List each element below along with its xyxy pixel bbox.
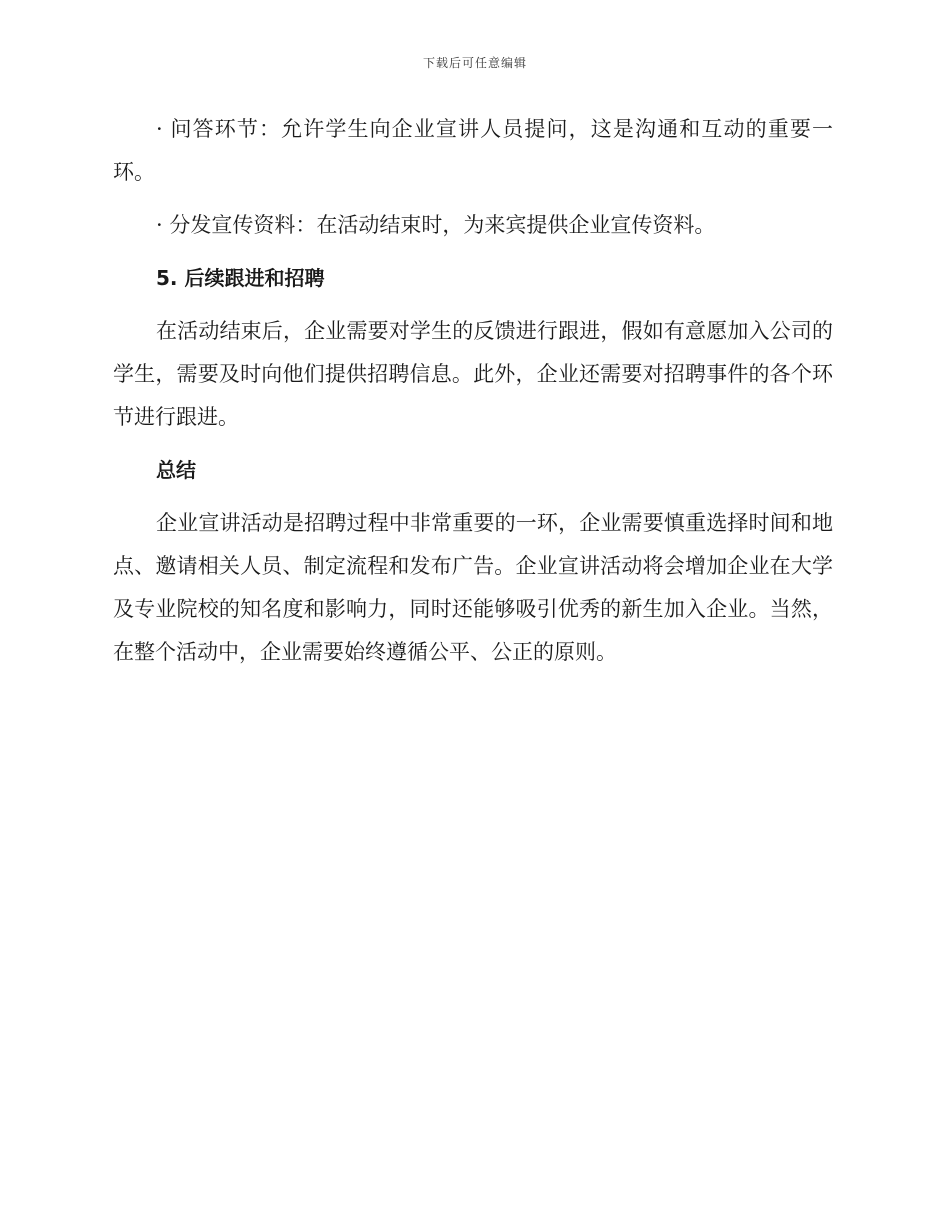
- bullet-qa-session: · 问答环节：允许学生向企业宣讲人员提问，这是沟通和互动的重要一环。: [113, 117, 833, 184]
- document-body: [113, 108, 833, 684]
- section-heading-summary: 总结: [156, 458, 196, 482]
- section-heading-follow-up: 5. 后续跟进和招聘: [156, 266, 325, 290]
- bullet-distribute-materials: · 分发宣传资料：在活动结束时，为来宾提供企业宣传资料。: [156, 213, 716, 237]
- section-paragraph-follow-up: 在活动结束后，企业需要对学生的反馈进行跟进，假如有意愿加入公司的学生，需要及时向他们提供招聘信息。此外，企业还需要对招聘事件的各个环节进行跟进。: [113, 319, 833, 429]
- section-paragraph-summary: 企业宣讲活动是招聘过程中非常重要的一环，企业需要慎重选择时间和地点、邀请相关人员、制定流程和发布广告。企业宣讲活动将会增加企业在大学及专业院校的知名度和影响力，同时还能够吸引优秀的新生加入企业。当然，在整个活动中，企业需要始终遵循公平、公正的原则。: [113, 511, 833, 664]
- page-header: 下载后可任意编辑: [422, 56, 527, 70]
